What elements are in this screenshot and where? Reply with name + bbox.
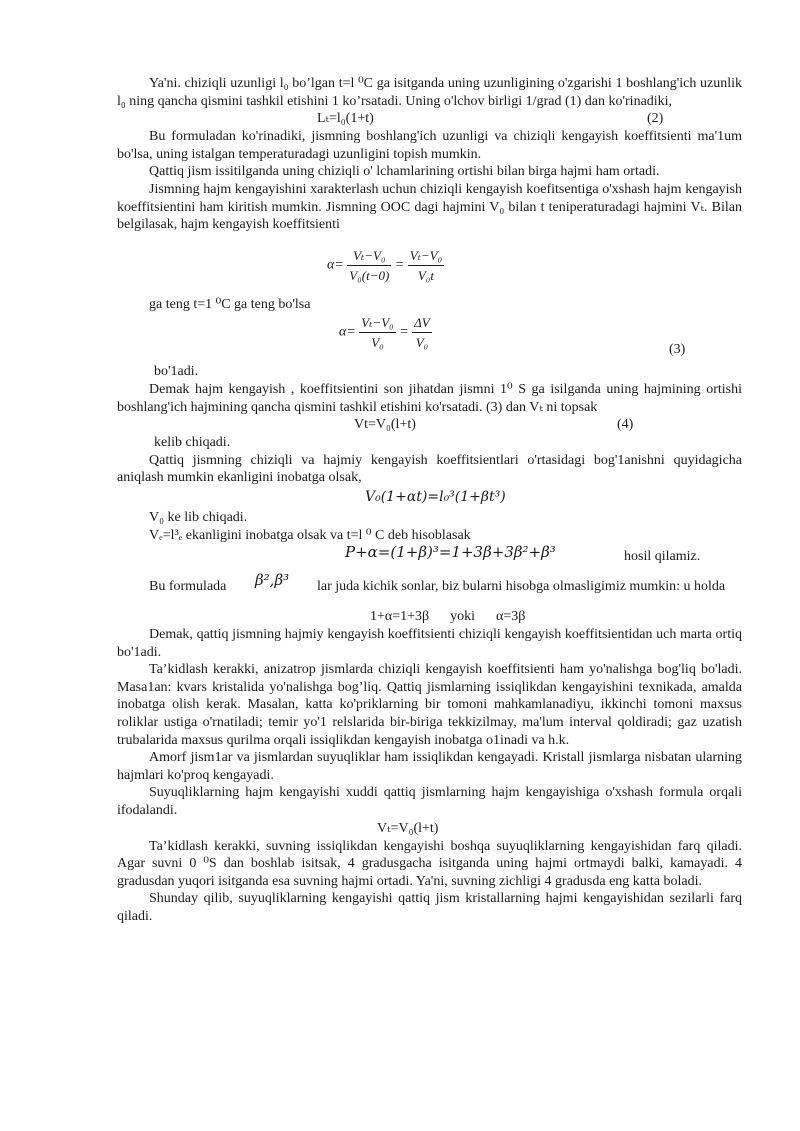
paragraph-1: Ya'ni. chiziqli uzunligi l₀ bo’lgan t=l ⁰C ga isitganda uning uzunligining o'zgarishi 1 boshlang'ich uzunlik l₀ ning qancha qismini tashkil etishini 1 ko’rsatadi. Uning o'lchov birligi 1/grad (1) dan ko'rinadiki, <box>117 76 742 109</box>
formula-2-block <box>117 313 742 363</box>
paragraph-3: Qattiq jism issitilganda uning chiziqli o' lchamlarining ortishi bilan birga hajmi ham ortadi. <box>149 164 660 180</box>
formula-2-equals: = <box>399 325 409 341</box>
equation-2-number: (2) <box>647 111 664 127</box>
paragraph-15: Amorf jism1ar va jismlardan suyuqliklar ham issiqlikdan kengayadi. Kristall jismlarga nisbatan ularning hajmlari ko'proq kengayadi. <box>117 750 742 783</box>
formula-1-fraction-2 <box>408 246 444 285</box>
formula-2-fraction-1 <box>359 313 395 352</box>
paragraph-11: Vₑ=l³ₑ ekanligini inobatga olsak va t=l ⁰ C deb hisoblasak <box>149 527 471 543</box>
document-page <box>117 75 742 926</box>
equation-4-number: (4) <box>617 417 634 433</box>
equation-2-line <box>117 110 742 128</box>
formula-1 <box>327 246 444 285</box>
equation-7-line <box>117 608 742 626</box>
formula-2 <box>339 313 432 352</box>
equation-4: Vt=V₀(l+t) <box>354 417 416 433</box>
equation-5: V₀(1+αt)=l₀³(1+βt³) <box>365 488 506 505</box>
formula-2-denominator-2: V₀ <box>415 335 429 351</box>
formula-1-numerator-2: Vₜ−V₀ <box>408 246 444 266</box>
paragraph-12-rest: lar juda kichik sonlar, biz bularni hisobga olmasligimiz mumkin: u holda <box>317 579 726 595</box>
formula-2-numerator-2: ΔV <box>412 313 432 333</box>
paragraph-4: Jismning hajm kengayishini xarakterlash uchun chiziqli kengayish koefitsentiga o'xshash hajm kengayish koeffitsientini ham kiritish mumkin. Jismning OOC dagi hajmini V₀ bilan t teniperaturadagi hajmini Vₜ. Bilan belgilasak, hajm kengayish koeffitsienti <box>117 181 742 233</box>
paragraph-9: Qattiq jismning chiziqli va hajmiy kengayish koeffitsientlari o'rtasidagi bog'1anishni quyidagicha aniqlash mumkin ekanligini inobatga olsak, <box>117 452 742 486</box>
equation-6: P+α=(1+β)³=1+3β+3β²+β³ <box>345 543 556 562</box>
paragraph-2: Bu formuladan ko'rinadiki, jismning boshlang'ich uzunligi va chiziqli kengayish koeffitsienti ma'1um bo'lsa, uning istalgan temperaturadagi uzunligini topish mumkin. <box>117 129 742 162</box>
formula-1-denominator-1: V₀(t−0) <box>349 267 390 283</box>
formula-2-fraction-2 <box>412 313 432 352</box>
formula-1-denominator-2: V₀t <box>417 267 434 283</box>
equation-8-line <box>117 820 742 838</box>
paragraph-17: Ta’kidlash kerakki, suvning issiqlikdan kengayishi boshqa suyuqliklarning kengayishidan farq qiladi. Agar suvni 0 ⁰S dan boshlab isitsak, 4 gradusgacha isitganda uning hajmi ortmaydi balki, kamayadi. 4 gradusdan yuqori isitganda esa suvning hajmi ortadi. Ya'ni, suvning zichligi 4 gradusda eng katta boladi. <box>117 838 742 889</box>
paragraph-13: Demak, qattiq jismning hajmiy kengayish koeffitsienti chiziqli kengayish koeffitsientidan uch marta ortiq bo'1adi. <box>117 627 742 660</box>
equation-5-line <box>117 487 742 509</box>
paragraph-6: bo'1adi. <box>154 364 199 380</box>
paragraph-7: Demak hajm kengayish , koeffitsientini son jihatdan jismni 1⁰ S ga isilganda uning hajmining ortishi boshlang'ich hajmining qancha qismini tashkil etishini ko'rsatadi. (3) dan Vₜ ni topsak <box>117 381 742 415</box>
paragraph-18: Shunday qilib, suyuqliklarning kengayishi qattiq jism kristallarning hajmi kengayishidan sezilarli farq qiladi. <box>117 891 742 924</box>
formula-1-numerator-1: Vₜ−V₀ <box>347 246 391 266</box>
equation-6-line <box>117 544 742 566</box>
formula-2-lhs: α= <box>339 325 356 341</box>
paragraph-12-start: Bu formulada <box>149 579 227 595</box>
equation-6-tail: hosil qilamiz. <box>624 549 701 565</box>
paragraph-8: kelib chiqadi. <box>154 435 231 451</box>
formula-2-denominator-1: V₀ <box>371 335 384 351</box>
paragraph-12-beta-powers: β²,β³ <box>255 571 290 590</box>
equation-2: Lₜ=l₀(1+t) <box>317 111 374 127</box>
equation-7: 1+α=1+3β yoki α=3β <box>370 609 526 625</box>
paragraph-16: Suyuqliklarning hajm kengayishi xuddi qattiq jismlarning hajm kengayishiga o'xshash formula orqali ifodalandi. <box>117 785 742 819</box>
equation-4-line <box>117 416 742 434</box>
formula-1-lhs: α= <box>327 257 344 273</box>
equation-8: Vₜ=V₀(l+t) <box>377 820 439 836</box>
formula-1-equals: = <box>394 257 405 273</box>
paragraph-10: V₀ ke lib chiqadi. <box>149 509 248 525</box>
formula-2-numerator-1: Vₜ−V₀ <box>359 313 395 333</box>
formula-1-block <box>117 234 742 296</box>
equation-3-number: (3) <box>669 342 686 358</box>
paragraph-14: Ta’kidlash kerakki, anizatrop jismlarda chiziqli kengayish koeffitsienti ham yo'nalishga bog'liq bo'ladi. Masa1an: kvars kristalida yo'nalishga bog’liq. Qattiq jismlarning issiqlikdan kengayishini texnikada, amalda inobatga olish kerak. Masalan, katta ko'priklarning bir tomoni mahkamlanadiyu, ikkinchi tomoni maxsus roliklar ustiga o'rnatiladi; temir yo'1 relslarida bir-biriga tekkizilmay, ma'lum interval qoldiradi; gaz uzatish trubalarida maxsus qurilma orqali issiqlikdan kengayish inobatga o1inadi va h.k. <box>117 662 742 748</box>
formula-1-fraction-1 <box>347 246 391 285</box>
paragraph-12 <box>117 572 742 608</box>
paragraph-5: ga teng t=1 ⁰C ga teng bo'lsa <box>149 296 311 312</box>
